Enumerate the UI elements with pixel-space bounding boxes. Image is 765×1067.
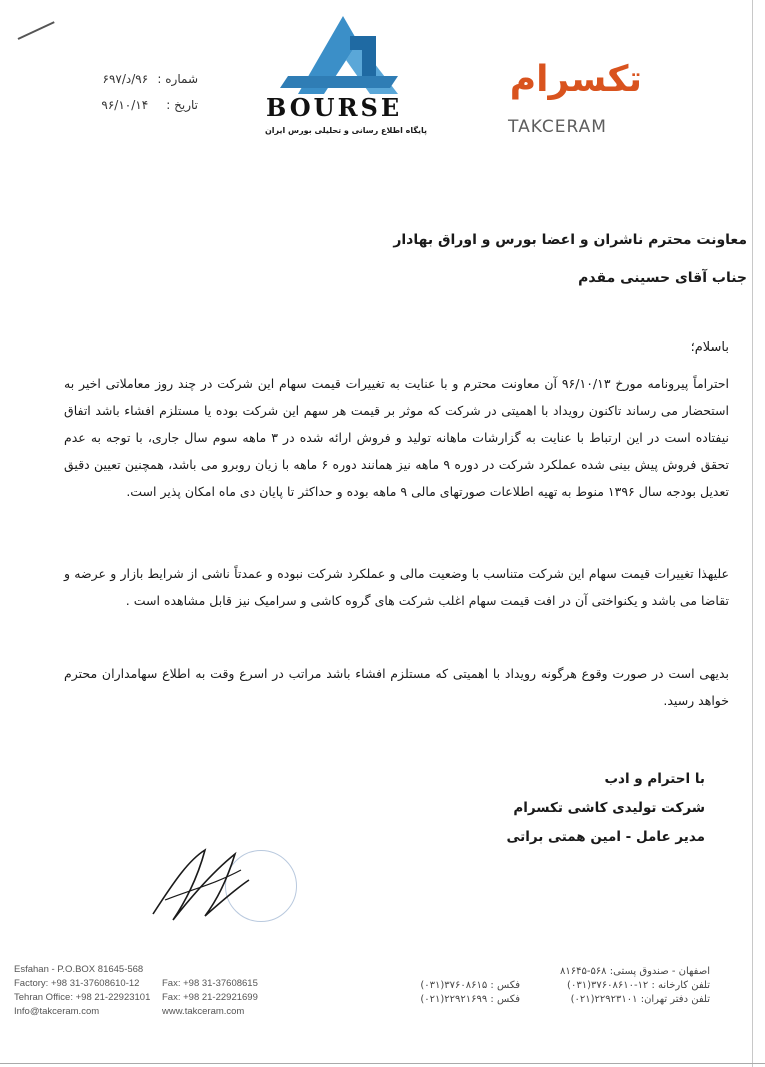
footer-tehran-phone-en: Tehran Office: +98 21-22923101 [14, 992, 151, 1003]
reference-date-label: تاریخ : [166, 98, 198, 112]
footer-tehran-fax-en: Fax: +98 21-22921699 [162, 992, 258, 1003]
reference-block [88, 66, 198, 118]
footer-tehran-phone-fa: تلفن دفتر تهران: ۲۲۹۲۳۱۰۱(۰۲۱) [570, 994, 710, 1005]
footer-english-left [14, 963, 150, 1019]
footer-address-en: Esfahan - P.O.BOX 81645-568 [14, 964, 144, 975]
signature-closing: با احترام و ادب [604, 771, 705, 787]
footer-factory-fax-fa: فکس : ۳۷۶۰۸۶۱۵(۰۳۱) [420, 980, 520, 991]
footer-farsi-right [530, 965, 710, 1007]
takceram-logo-english: TAKCERAM [508, 117, 607, 137]
page-edge [752, 0, 753, 1067]
footer-tehran-fax-fa: فکس : ۲۲۹۲۱۶۹۹(۰۲۱) [420, 994, 520, 1005]
body-paragraph-2: علیهذا تغییرات قیمت سهام این شرکت متناسب با وضعیت مالی و عملکرد شرکت نبوده و عمدتاً ناشی از شرایط بازار و عرضه و تقاضا می باشد و یکنواختی آن در افت قیمت سهام اغلب شرکت های گروه کاشی و سرامیک نیز قابل مشاهده است . [64, 566, 729, 608]
body-paragraph-3: بدیهی است در صورت وقوع هرگونه رویداد با اهمیتی که مستلزم افشاء باشد مراتب در اسرع وقت به اطلاع سهامداران محترم خواهد رسید. [64, 666, 729, 708]
takceram-logo-farsi: تکسرام [509, 59, 642, 100]
greeting: باسلام؛ [690, 340, 729, 355]
pen-mark [18, 21, 55, 40]
takceram-logo [500, 55, 650, 135]
handwritten-signature [145, 840, 255, 925]
reference-number-value: ۹۶/د/۶۹۷ [102, 72, 149, 86]
footer-email: Info@takceram.com [14, 1006, 100, 1017]
footer-website: www.takceram.com [162, 1006, 245, 1017]
reference-date-value: ۹۶/۱۰/۱۴ [101, 98, 149, 112]
reference-date-row [88, 92, 198, 118]
addressee-line-1: معاونت محترم ناشران و اعضا بورس و اوراق بهادار [393, 232, 747, 248]
bourse-logo-graphic [258, 16, 434, 96]
signature-signer: مدیر عامل - امین همتی براتی [506, 829, 705, 845]
signature-company: شرکت تولیدی کاشی تکسرام [513, 800, 705, 816]
bourse-logo-word: BOURSE [266, 93, 403, 122]
bottom-rule [0, 1063, 765, 1064]
footer-factory-fax-en: Fax: +98 31-37608615 [162, 978, 258, 989]
bourse-logo [258, 16, 434, 135]
addressee-line-2: جناب آقای حسینی مقدم [578, 270, 747, 286]
bourse-logo-tagline: پایگاه اطلاع رسانی و تحلیلی بورس ایران [264, 126, 428, 135]
footer-factory-phone-fa: تلفن کارخانه : ۱۲-۳۷۶۰۸۶۱۰(۰۳۱) [567, 980, 710, 991]
footer-factory-phone-en: Factory: +98 31-37608610-12 [14, 978, 140, 989]
body-paragraph-1: احتراماً پیرونامه مورخ ۹۶/۱۰/۱۳ آن معاونت محترم و با عنایت به تغییرات قیمت سهام این شرکت در چند روز معاملاتی اخیر به استحضار می رساند تاکنون رویداد با اهمیتی در شرکت که موثر بر قیمت هر سهم این شرکت بوده یا مستلزم افشاء باشد اتفاق نیفتاده است در این ارتباط با عنایت به گزارشات ماهانه تولید و فروش ارائه شده در ۳ ماهه سوم سال جاری، با توجه به عدم تحقق فروش پیش بینی شده عملکرد شرکت در دوره ۹ ماهه نیز همانند دوره ۶ ماهه با زیان روبرو می باشد، همچنین تعیین دقیق تعدیل بودجه سال ۱۳۹۶ منوط به تهیه اطلاعات صورتهای مالی ۹ ماهه بوده و حداکثر تا پایان دی ماه امکان پذیر است. [64, 376, 729, 499]
footer-farsi-left [380, 979, 520, 1007]
reference-number-row [88, 66, 198, 92]
footer-english-right [162, 977, 258, 1019]
footer-address-fa: اصفهان - صندوق پستی: ۵۶۸-۸۱۶۴۵ [559, 966, 710, 977]
reference-number-label: شماره : [157, 72, 198, 86]
signature-block [507, 765, 705, 852]
